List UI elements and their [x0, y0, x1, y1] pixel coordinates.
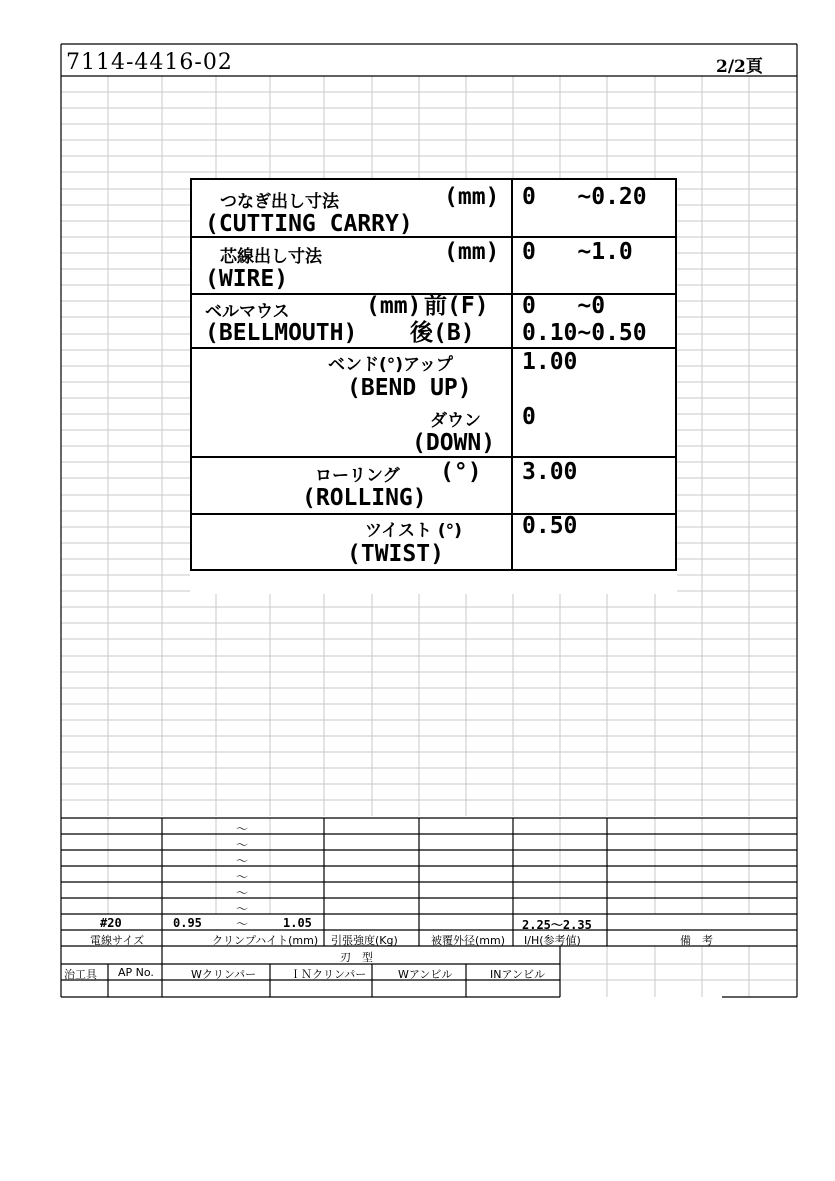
tilde-row-1: ～: [236, 822, 249, 836]
bellmouth-jp-label: ベルマウス: [205, 302, 290, 322]
header-w-anvil: Wアンビル: [398, 968, 453, 981]
crimp-height-max: 1.05: [283, 916, 312, 930]
wire-size-value: #20: [100, 916, 122, 930]
header-jig-tool: 治工具: [64, 968, 97, 981]
rolling-en-label: (ROLLING): [302, 485, 427, 511]
wire-jp-label: 芯線出し寸法: [220, 247, 322, 267]
tilde-row-6: ～: [236, 902, 249, 916]
tilde-row-2: ～: [236, 838, 249, 852]
rolling-value: 3.00: [522, 459, 578, 485]
bend-down-value: 0: [522, 404, 536, 430]
bellmouth-back-value: 0.10~0.50: [522, 320, 647, 346]
header-outer-diameter: 被覆外径(mm): [431, 934, 506, 947]
tilde-row-3: ～: [236, 854, 249, 868]
header-crimp-height: クリンプハイト(mm): [212, 934, 319, 947]
header-wire-size: 電線サイズ: [90, 934, 145, 947]
twist-jp-label: ツイスト (°): [365, 521, 462, 541]
bend-up-en-label: (BEND UP): [347, 375, 472, 401]
twist-value: 0.50: [522, 513, 578, 539]
tilde-row-5: ～: [236, 886, 249, 900]
wire-unit: (mm): [444, 239, 500, 265]
rolling-unit: (°): [440, 459, 482, 485]
cutting-carry-jp-label: つなぎ出し寸法: [220, 192, 339, 212]
bellmouth-unit: (mm): [366, 293, 422, 319]
bellmouth-en-label: (BELLMOUTH): [205, 320, 358, 346]
crimp-height-tilde: ～: [236, 917, 249, 931]
cutting-carry-unit: (mm): [444, 184, 500, 210]
crimp-height-min: 0.95: [173, 916, 202, 930]
ih-value: 2.25～2.35: [522, 918, 592, 932]
header-in-anvil: INアンビル: [490, 968, 546, 981]
wire-value: 0 ~1.0: [522, 239, 633, 265]
bend-up-jp-label: ベンド(°)アップ: [328, 355, 453, 375]
header-remarks: 備 考: [680, 934, 713, 947]
page-number: 2/2頁: [716, 57, 763, 77]
bellmouth-front-label: 前(F): [424, 293, 489, 319]
bend-up-value: 1.00: [522, 349, 578, 375]
header-ap-no: AP No.: [118, 966, 154, 979]
bend-down-jp-label: ダウン: [430, 411, 481, 431]
blade-header: 刃 型: [340, 951, 373, 964]
bend-down-en-label: (DOWN): [412, 430, 496, 456]
document-number: 7114-4416-02: [66, 50, 233, 75]
header-w-crimper: Wクリンパー: [191, 968, 257, 981]
rolling-jp-label: ローリング: [315, 466, 400, 486]
twist-en-label: (TWIST): [347, 541, 444, 567]
header-tensile-strength: 引張強度(Kg): [331, 934, 398, 947]
bellmouth-front-value: 0 ~0: [522, 293, 606, 319]
header-ih: I/H(参考値): [524, 934, 581, 947]
cutting-carry-en-label: (CUTTING CARRY): [205, 211, 413, 237]
header-in-crimper: ＩＮクリンパー: [290, 968, 367, 981]
tilde-row-4: ～: [236, 870, 249, 884]
cutting-carry-value: 0 ~0.20: [522, 184, 647, 210]
bellmouth-back-label: 後(B): [410, 320, 475, 346]
wire-en-label: (WIRE): [205, 266, 289, 292]
